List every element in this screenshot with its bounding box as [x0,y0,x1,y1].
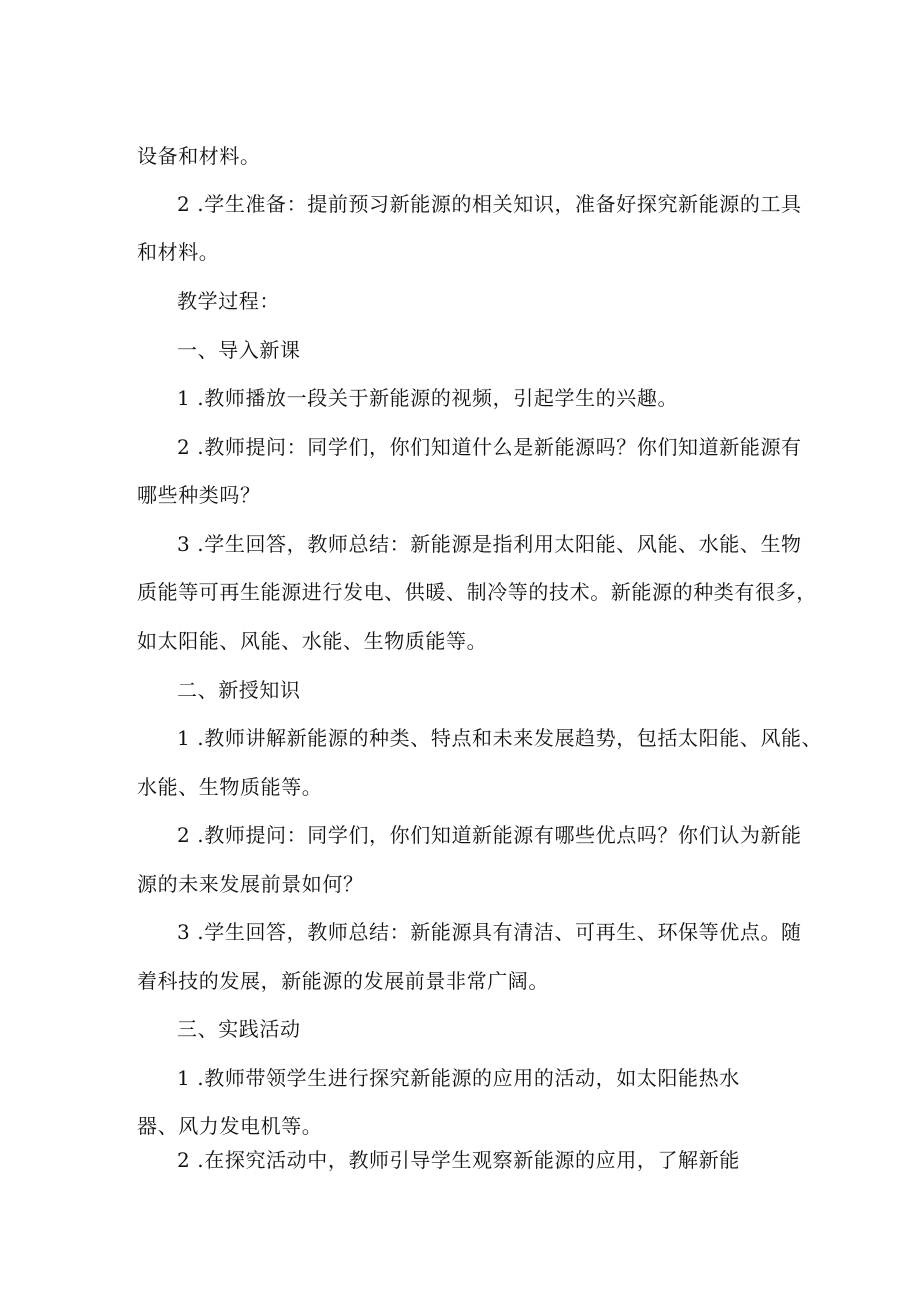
text-line: 源的未来发展前景如何？ [137,872,364,896]
text-line: 2 .在探究活动中，教师引导学生观察新能源的应用，了解新能 [177,1148,740,1172]
text-line: 3 .学生回答，教师总结：新能源是指利用太阳能、风能、水能、生物 [177,532,802,556]
text-line: 哪些种类吗？ [137,483,261,507]
text-line: 2 .教师提问：同学们，你们知道新能源有哪些优点吗？你们认为新能 [177,823,802,847]
section-heading: 教学过程： [177,289,280,313]
text-line: 如太阳能、风能、水能、生物质能等。 [137,629,488,653]
section-heading: 二、新授知识 [177,678,301,702]
text-line: 设备和材料。 [137,144,261,168]
text-line: 2 .教师提问：同学们，你们知道什么是新能源吗？你们知道新能源有 [177,435,802,459]
text-line: 2 .学生准备：提前预习新能源的相关知识，准备好探究新能源的工具 [177,192,802,216]
text-line: 1 .教师讲解新能源的种类、特点和未来发展趋势，包括太阳能、风能、 [177,726,823,750]
section-heading: 一、导入新课 [177,338,301,362]
text-line: 和材料。 [137,240,220,264]
text-line: 1 .教师带领学生进行探究新能源的应用的活动，如太阳能热水 [177,1066,740,1090]
text-line: 器、风力发电机等。 [137,1114,323,1138]
text-line: 3 .学生回答，教师总结：新能源具有清洁、可再生、环保等优点。随 [177,920,802,944]
text-line: 着科技的发展，新能源的发展前景非常广阔。 [137,969,549,993]
text-line: 质能等可再生能源进行发电、供暖、制冷等的技术。新能源的种类有很多， [137,580,817,604]
section-heading: 三、实践活动 [177,1017,301,1041]
text-line: 水能、生物质能等。 [137,775,323,799]
text-line: 1 .教师播放一段关于新能源的视频，引起学生的兴趣。 [177,386,679,410]
